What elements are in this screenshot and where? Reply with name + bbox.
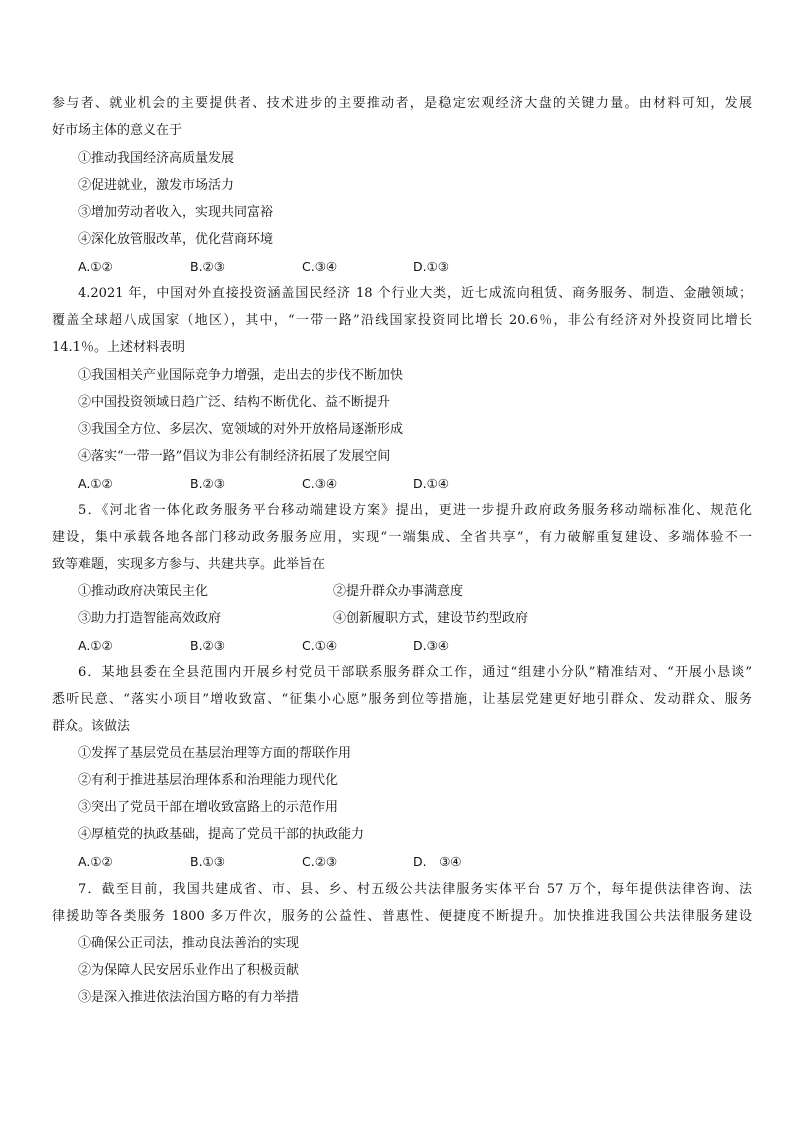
question-6-stem-line-3: 群众。该做法 [52,719,131,734]
question-4-option-1: ①我国相关产业国际竞争力增强，走出去的步伐不断加快 [78,368,404,383]
question-3-option-2: ②促进就业，激发市场活力 [78,178,235,193]
question-5-option-4: ④创新履职方式，建设节约型政府 [333,611,529,626]
question-3-option-3: ③增加劳动者收入，实现共同富裕 [78,205,274,220]
question-7-option-3: ③是深入推进依法治国方略的有力举措 [78,990,300,1005]
question-6-answer-b: B.①③ [190,854,225,869]
question-7-stem-line-2: 律援助等各类服务 1800 多万件次，服务的公益性、普惠性、便捷度不断提升。加快推进我国公共法律服务建设 [52,909,752,924]
question-6-answer-a: A.①② [78,854,113,869]
question-5-option-2: ②提升群众办事满意度 [333,584,464,599]
question-7-stem-line-1: 7．截至目前，我国共建成省、市、县、乡、村五级公共法律服务实体平台 57 万个，每年提供法律咨询、法 [78,882,752,897]
question-4-option-2: ②中国投资领域日趋广泛、结构不断优化、益不断提升 [78,395,391,410]
question-6-answer-d: D. ③④ [413,854,462,869]
question-6-stem-line-1: 6．某地县委在全县范围内开展乡村党员干部联系服务群众工作，通过“组建小分队”精准结对、“开展小恳谈” [78,665,752,680]
question-7-option-1: ①确保公正司法，推动良法善治的实现 [78,936,300,951]
question-3-answer-b: B.②③ [190,259,225,274]
question-6-option-2: ②有利于推进基层治理体系和治理能力现代化 [78,773,339,788]
question-7-option-2: ②为保障人民安居乐业作出了积极贡献 [78,963,300,978]
question-4-answer-d: D.①④ [413,476,450,491]
question-4-option-3: ③我国全方位、多层次、宽领域的对外开放格局逐渐形成 [78,422,404,437]
question-5-answer-a: A.①② [78,638,113,653]
question-6-stem-line-2: 悉听民意、“落实小项目”增收致富、“征集小心愿”服务到位等措施，让基层党建更好地引群众、发动群众、服务 [52,692,752,707]
question-3-answer-a: A.①② [78,259,113,274]
question-4-option-4: ④落实“一带一路”倡议为非公有制经济拓展了发展空间 [78,449,391,464]
question-6-option-1: ①发挥了基层党员在基层治理等方面的帮联作用 [78,746,352,761]
question-5-stem-line-2: 建设，集中承载各地各部门移动政务服务应用，实现“一端集成、全省共享”，有力破解重复建设、多端体验不一 [52,530,752,545]
question-5-answer-d: D.③④ [413,638,450,653]
question-3-stem-line-2: 好市场主体的意义在于 [52,123,183,138]
question-4-stem-line-2: 覆盖全球超八成国家（地区），其中，“一带一路”沿线国家投资同比增长 20.6％，非公有经济对外投资同比增长 [52,313,752,328]
question-3-stem-line-1: 参与者、就业机会的主要提供者、技术进步的主要推动者，是稳定宏观经济大盘的关键力量。由材料可知，发展 [52,96,752,111]
question-6-option-3: ③突出了党员干部在增收致富路上的示范作用 [78,800,339,815]
question-3-answer-d: D.①③ [413,259,450,274]
question-4-stem-line-1: 4.2021 年，中国对外直接投资涵盖国民经济 18 个行业大类，近七成流向租赁、商务服务、制造、金融领域； [78,286,752,301]
question-6-answer-c: C.②③ [302,854,338,869]
question-5-stem-line-3: 致等难题，实现多方参与、共建共享。此举旨在 [52,557,326,572]
question-5-stem-line-1: 5．《河北省一体化政务服务平台移动端建设方案》提出，更进一步提升政府政务服务移动端标准化、规范化 [78,503,752,518]
question-5-option-1: ①推动政府决策民主化 [78,584,209,599]
question-5-answer-b: B.②③ [190,638,225,653]
question-5-option-3: ③助力打造智能高效政府 [78,611,222,626]
question-4-answer-c: C.③④ [302,476,338,491]
question-4-answer-b: B.②③ [190,476,225,491]
question-3-answer-c: C.③④ [302,259,338,274]
question-5-answer-c: C.①④ [302,638,338,653]
question-4-answer-a: A.①② [78,476,113,491]
question-3-option-4: ④深化放管服改革，优化营商环境 [78,232,274,247]
question-3-option-1: ①推动我国经济高质量发展 [78,151,235,166]
question-4-stem-line-3: 14.1％。上述材料表明 [52,340,185,355]
question-6-option-4: ④厚植党的执政基础，提高了党员干部的执政能力 [78,827,365,842]
